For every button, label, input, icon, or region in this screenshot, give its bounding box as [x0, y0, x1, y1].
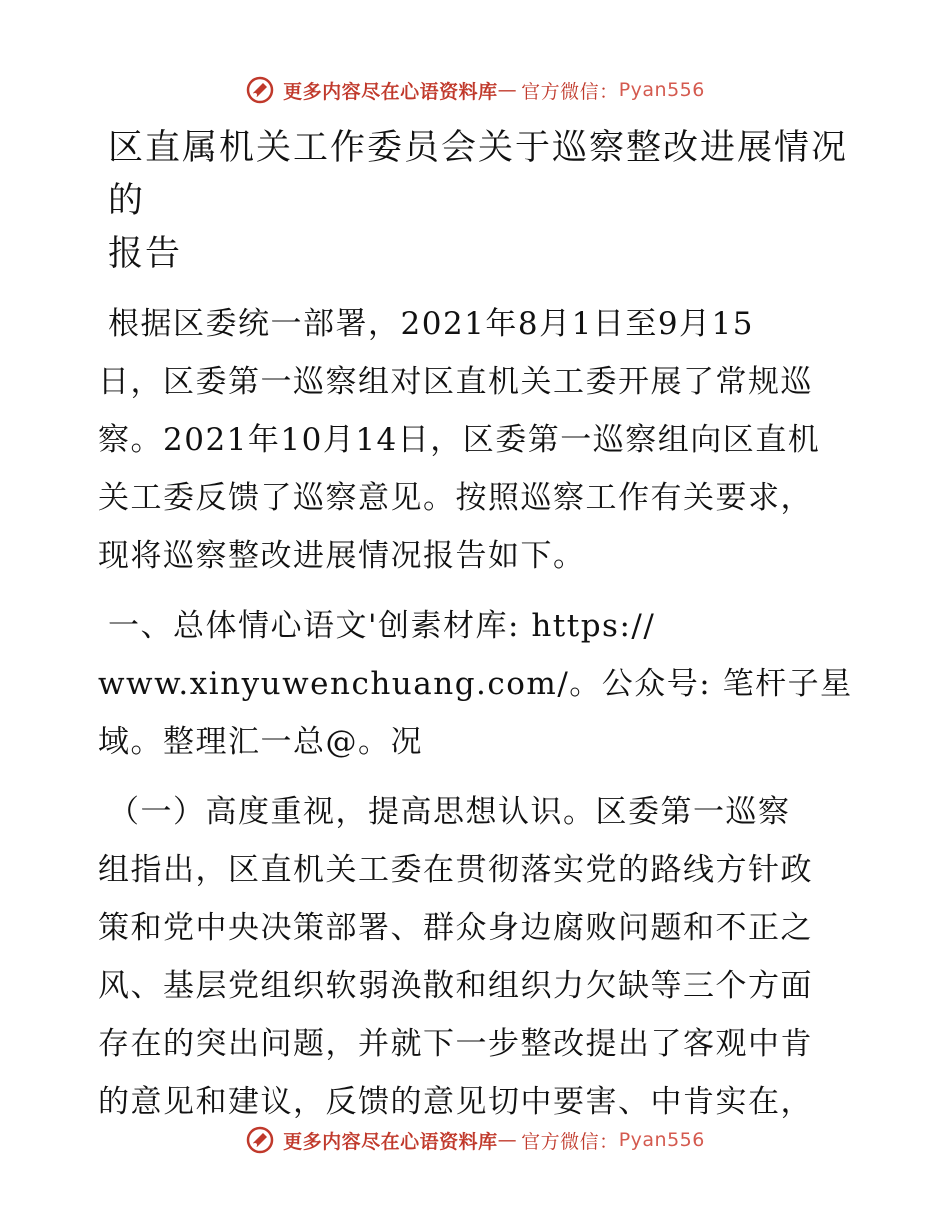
text-line: 日，区委第一巡察组对区直机关工委开展了常规巡 — [98, 364, 813, 400]
watermark-brand: 更多内容尽在心语资料库 — [283, 80, 498, 103]
watermark-brand: 更多内容尽在心语资料库 — [283, 1130, 498, 1153]
document-title — [98, 122, 858, 281]
section-heading-1 — [98, 597, 858, 771]
text-line: 根据区委统一部署，2021年8月1日至9月15 — [108, 306, 755, 342]
text-line: 一、总体情心语文'创素材库: https:// — [108, 608, 656, 644]
text-line: 域。整理汇一总@。况 — [98, 724, 423, 760]
brand-logo-icon — [245, 75, 275, 105]
watermark-dash: — — [497, 1129, 518, 1151]
title-line-2: 报告 — [108, 234, 183, 274]
text-line: 策和党中央决策部署、群众身边腐败问题和不正之 — [98, 910, 813, 946]
text-line: 察。2021年10月14日，区委第一巡察组向区直机 — [98, 422, 821, 458]
watermark-dash: — — [497, 79, 518, 101]
header-watermark — [0, 70, 950, 110]
paragraph-intro — [98, 295, 858, 585]
title-line-1: 区直属机关工作委员会关于巡察整改进展情况的 — [108, 128, 849, 221]
text-line: 存在的突出问题，并就下一步整改提出了客观中肯 — [98, 1026, 813, 1062]
text-line: 组指出，区直机关工委在贯彻落实党的路线方针政 — [98, 852, 813, 888]
text-line: （一）高度重视，提高思想认识。区委第一巡察 — [108, 794, 791, 830]
brand-logo-icon — [245, 1125, 275, 1155]
watermark-contact-label: 官方微信： — [521, 80, 619, 103]
text-line: 风、基层党组织软弱涣散和组织力欠缺等三个方面 — [98, 968, 813, 1004]
document-body — [98, 122, 858, 1131]
text-line: www.xinyuwenchuang.com/。公众号: 笔杆子星 — [98, 666, 853, 702]
text-line: 关工委反馈了巡察意见。按照巡察工作有关要求， — [98, 480, 813, 516]
watermark-handle: Pyan556 — [618, 1129, 705, 1151]
text-line: 的意见和建议，反馈的意见切中要害、中肯实在， — [98, 1084, 813, 1120]
watermark-contact-label: 官方微信： — [521, 1130, 619, 1153]
footer-watermark — [0, 1120, 950, 1160]
paragraph-1-1 — [98, 783, 858, 1131]
text-line: 现将巡察整改进展情况报告如下。 — [98, 538, 586, 574]
watermark-handle: Pyan556 — [618, 79, 705, 101]
